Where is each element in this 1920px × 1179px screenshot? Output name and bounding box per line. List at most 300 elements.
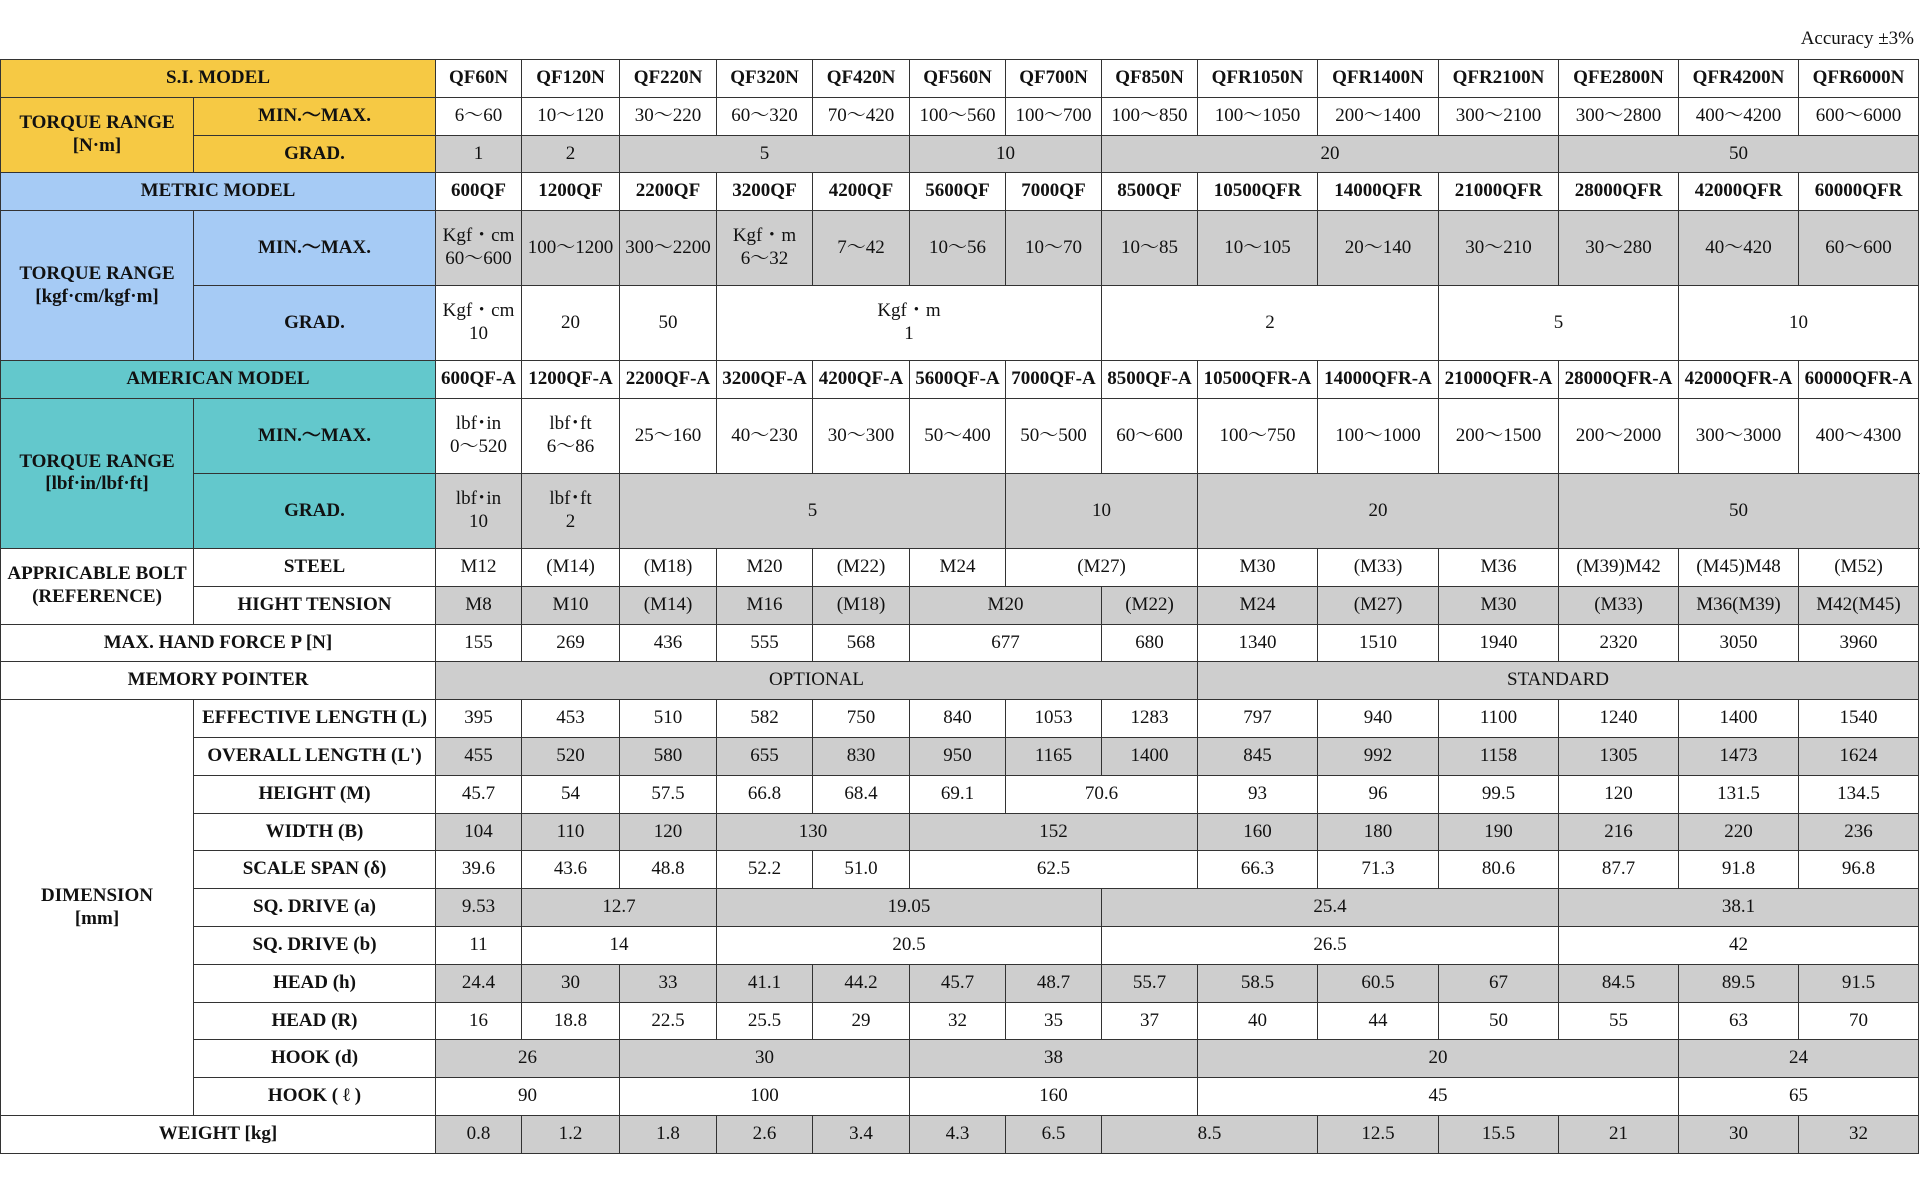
unit-value-cell	[717, 286, 1102, 361]
value-cell: 70	[1799, 1002, 1919, 1040]
value-cell: 400～4300	[1799, 398, 1919, 473]
value-cell: 1165	[1006, 737, 1102, 775]
value-cell: 39.6	[436, 851, 522, 889]
cell-line: [mm]	[74, 907, 120, 929]
dimension-row-label: SQ. DRIVE (b)	[194, 926, 436, 964]
si-model-label: S.I. MODEL	[1, 60, 436, 98]
value-cell: 580	[620, 737, 717, 775]
model-name: 21000QFR	[1439, 173, 1559, 211]
cell-line: lbf･in	[455, 488, 502, 510]
value-cell: 20	[1198, 1040, 1679, 1078]
value-cell: 30～280	[1559, 211, 1679, 286]
value-cell: 25.5	[717, 1002, 813, 1040]
value-cell: 395	[436, 700, 522, 738]
value-cell: 44.2	[813, 964, 910, 1002]
value-cell: 1940	[1439, 624, 1559, 662]
value-cell: M10	[522, 586, 620, 624]
dimension-row-label: HOOK (d)	[194, 1040, 436, 1078]
cell-line: lbf･ft	[549, 413, 592, 435]
model-name: QFR4200N	[1679, 60, 1799, 98]
value-cell: 100	[620, 1078, 910, 1116]
value-cell: 60～600	[1102, 398, 1198, 473]
value-cell: 0.8	[436, 1115, 522, 1153]
model-name: 5600QF-A	[910, 361, 1006, 399]
value-cell: 840	[910, 700, 1006, 738]
table-row	[1, 60, 1919, 98]
value-cell: 5	[620, 135, 910, 173]
value-cell: 44	[1318, 1002, 1439, 1040]
value-cell: 3050	[1679, 624, 1799, 662]
value-cell: 300～2800	[1559, 97, 1679, 135]
value-cell: 20	[1102, 135, 1559, 173]
value-cell: 100～1200	[522, 211, 620, 286]
value-cell: 25.4	[1102, 889, 1559, 927]
table-row	[1, 1040, 1919, 1078]
value-cell: 91.8	[1679, 851, 1799, 889]
dimension-row-label: HEAD (h)	[194, 964, 436, 1002]
value-cell: 52.2	[717, 851, 813, 889]
value-cell: 38	[910, 1040, 1198, 1078]
model-name: 5600QF	[910, 173, 1006, 211]
value-cell: 87.7	[1559, 851, 1679, 889]
value-cell: 10～56	[910, 211, 1006, 286]
value-cell: 236	[1799, 813, 1919, 851]
value-cell: 3.4	[813, 1115, 910, 1153]
value-cell: 60～600	[1799, 211, 1919, 286]
dimension-row-label: WIDTH (B)	[194, 813, 436, 851]
value-cell: 45.7	[436, 775, 522, 813]
table-row	[1, 97, 1919, 135]
hand-force-label: MAX. HAND FORCE P [N]	[1, 624, 436, 662]
value-cell: 110	[522, 813, 620, 851]
value-cell: 845	[1198, 737, 1318, 775]
value-cell: 50	[1559, 135, 1919, 173]
value-cell: 24.4	[436, 964, 522, 1002]
value-cell: 26.5	[1102, 926, 1559, 964]
value-cell: 50～500	[1006, 398, 1102, 473]
model-name: 2200QF	[620, 173, 717, 211]
value-cell: 26	[436, 1040, 620, 1078]
cell-line: APPRICABLE BOLT	[7, 563, 187, 585]
value-cell: 134.5	[1799, 775, 1919, 813]
value-cell: 2	[1102, 286, 1439, 361]
value-cell: 50	[620, 286, 717, 361]
unit-value-cell	[436, 211, 522, 286]
value-cell: 510	[620, 700, 717, 738]
value-cell: 8.5	[1102, 1115, 1318, 1153]
cell-line: lbf･ft	[549, 488, 592, 510]
value-cell: 950	[910, 737, 1006, 775]
value-cell: 100～850	[1102, 97, 1198, 135]
value-cell: 30	[1679, 1115, 1799, 1153]
value-cell: 91.5	[1799, 964, 1919, 1002]
value-cell: 37	[1102, 1002, 1198, 1040]
value-cell: 200～1400	[1318, 97, 1439, 135]
model-name: 600QF	[436, 173, 522, 211]
value-cell: 104	[436, 813, 522, 851]
model-name: QF850N	[1102, 60, 1198, 98]
cell-line: 10	[469, 510, 488, 532]
minmax-label: MIN.～MAX.	[194, 398, 436, 473]
table-row	[1, 1115, 1919, 1153]
model-name: QF60N	[436, 60, 522, 98]
steel-label: STEEL	[194, 548, 436, 586]
value-cell: 1053	[1006, 700, 1102, 738]
value-cell: M30	[1198, 548, 1318, 586]
value-cell: 455	[436, 737, 522, 775]
value-cell: (M33)	[1318, 548, 1439, 586]
model-name: 7000QF-A	[1006, 361, 1102, 399]
model-name: QF560N	[910, 60, 1006, 98]
value-cell: 32	[910, 1002, 1006, 1040]
value-cell: 99.5	[1439, 775, 1559, 813]
model-name: 7000QF	[1006, 173, 1102, 211]
value-cell: 38.1	[1559, 889, 1919, 927]
memory-standard: STANDARD	[1198, 662, 1919, 700]
value-cell: 568	[813, 624, 910, 662]
value-cell: 90	[436, 1078, 620, 1116]
model-name: 21000QFR-A	[1439, 361, 1559, 399]
value-cell: 216	[1559, 813, 1679, 851]
memory-optional: OPTIONAL	[436, 662, 1198, 700]
value-cell: 48.8	[620, 851, 717, 889]
value-cell: 57.5	[620, 775, 717, 813]
value-cell: (M27)	[1006, 548, 1198, 586]
value-cell: 1473	[1679, 737, 1799, 775]
unit-value-cell	[436, 398, 522, 473]
dimension-label	[1, 700, 194, 1116]
value-cell: M24	[910, 548, 1006, 586]
value-cell: 1340	[1198, 624, 1318, 662]
cell-line: 10	[469, 323, 488, 345]
value-cell: (M14)	[620, 586, 717, 624]
cell-line: [N·m]	[72, 135, 122, 157]
cell-line: [kgf·cm/kgf·m]	[35, 285, 159, 307]
table-row	[1, 737, 1919, 775]
value-cell: 35	[1006, 1002, 1102, 1040]
value-cell: 830	[813, 737, 910, 775]
value-cell: 20	[1198, 473, 1559, 548]
value-cell: 93	[1198, 775, 1318, 813]
value-cell: 6～60	[436, 97, 522, 135]
model-name: QFR1050N	[1198, 60, 1318, 98]
value-cell: 12.7	[522, 889, 717, 927]
cell-line: TORQUE RANGE	[19, 112, 175, 134]
value-cell: 130	[717, 813, 910, 851]
value-cell: 55.7	[1102, 964, 1198, 1002]
value-cell: 200～1500	[1439, 398, 1559, 473]
value-cell: 70～420	[813, 97, 910, 135]
metric-model-label: METRIC MODEL	[1, 173, 436, 211]
table-row	[1, 173, 1919, 211]
value-cell: (M22)	[1102, 586, 1198, 624]
model-name: 1200QF-A	[522, 361, 620, 399]
cell-line: DIMENSION	[41, 884, 153, 906]
value-cell: 50～400	[910, 398, 1006, 473]
value-cell: (M18)	[620, 548, 717, 586]
value-cell: 190	[1439, 813, 1559, 851]
value-cell: 51.0	[813, 851, 910, 889]
table-row	[1, 889, 1919, 927]
value-cell: (M22)	[813, 548, 910, 586]
value-cell: 30	[620, 1040, 910, 1078]
value-cell: 200～2000	[1559, 398, 1679, 473]
value-cell: 220	[1679, 813, 1799, 851]
model-name: QFR1400N	[1318, 60, 1439, 98]
table-row	[1, 851, 1919, 889]
cell-line: Kgf・cm	[442, 300, 515, 322]
model-name: 42000QFR	[1679, 173, 1799, 211]
dimension-row-label: HOOK ( ℓ )	[194, 1078, 436, 1116]
value-cell: 7～42	[813, 211, 910, 286]
model-name: 8500QF-A	[1102, 361, 1198, 399]
value-cell: 1400	[1102, 737, 1198, 775]
unit-value-cell	[717, 211, 813, 286]
value-cell: 120	[1559, 775, 1679, 813]
torque-wrench-spec-table	[0, 59, 1919, 1154]
dimension-row-label: HEAD (R)	[194, 1002, 436, 1040]
value-cell: 32	[1799, 1115, 1919, 1153]
value-cell: 14	[522, 926, 717, 964]
value-cell: 100～750	[1198, 398, 1318, 473]
table-row	[1, 548, 1919, 586]
value-cell: 1.8	[620, 1115, 717, 1153]
value-cell: 63	[1679, 1002, 1799, 1040]
value-cell: 67	[1439, 964, 1559, 1002]
table-row	[1, 624, 1919, 662]
model-name: QF700N	[1006, 60, 1102, 98]
value-cell: 58.5	[1198, 964, 1318, 1002]
cell-line: 0～520	[449, 435, 507, 457]
cell-line: 60～600	[445, 248, 512, 270]
unit-value-cell	[522, 473, 620, 548]
model-name: QF220N	[620, 60, 717, 98]
value-cell: 180	[1318, 813, 1439, 851]
unit-value-cell	[436, 286, 522, 361]
value-cell: 18.8	[522, 1002, 620, 1040]
value-cell: 84.5	[1559, 964, 1679, 1002]
value-cell: 160	[910, 1078, 1198, 1116]
minmax-label: MIN.～MAX.	[194, 211, 436, 286]
value-cell: 80.6	[1439, 851, 1559, 889]
value-cell: 65	[1679, 1078, 1919, 1116]
cell-line: 1	[904, 323, 914, 345]
value-cell: 555	[717, 624, 813, 662]
value-cell: 30～210	[1439, 211, 1559, 286]
value-cell: 89.5	[1679, 964, 1799, 1002]
table-row	[1, 926, 1919, 964]
accuracy-note: Accuracy ±3%	[1800, 28, 1914, 49]
value-cell: 400～4200	[1679, 97, 1799, 135]
value-cell: 30～300	[813, 398, 910, 473]
table-row	[1, 586, 1919, 624]
value-cell: 21	[1559, 1115, 1679, 1153]
value-cell: 300～2100	[1439, 97, 1559, 135]
cell-line: TORQUE RANGE	[19, 262, 175, 284]
value-cell: 54	[522, 775, 620, 813]
value-cell: 655	[717, 737, 813, 775]
value-cell: (M33)	[1559, 586, 1679, 624]
value-cell: 10～70	[1006, 211, 1102, 286]
value-cell: 453	[522, 700, 620, 738]
value-cell: 11	[436, 926, 522, 964]
value-cell: M30	[1439, 586, 1559, 624]
dimension-row-label: OVERALL LENGTH (L')	[194, 737, 436, 775]
model-name: 10500QFR-A	[1198, 361, 1318, 399]
spec-table-body	[1, 60, 1919, 1154]
value-cell: M16	[717, 586, 813, 624]
unit-value-cell	[436, 473, 522, 548]
value-cell: 100～700	[1006, 97, 1102, 135]
table-row	[1, 286, 1919, 361]
value-cell: 1240	[1559, 700, 1679, 738]
value-cell: 9.53	[436, 889, 522, 927]
table-row	[1, 964, 1919, 1002]
model-name: QFR2100N	[1439, 60, 1559, 98]
value-cell: 10～120	[522, 97, 620, 135]
hight-tension-label: HIGHT TENSION	[194, 586, 436, 624]
value-cell: 160	[1198, 813, 1318, 851]
value-cell: 1305	[1559, 737, 1679, 775]
model-name: QF320N	[717, 60, 813, 98]
value-cell: (M14)	[522, 548, 620, 586]
value-cell: (M52)	[1799, 548, 1919, 586]
value-cell: 22.5	[620, 1002, 717, 1040]
model-name: 2200QF-A	[620, 361, 717, 399]
value-cell: 19.05	[717, 889, 1102, 927]
value-cell: 120	[620, 813, 717, 851]
value-cell: 60～320	[717, 97, 813, 135]
table-row	[1, 361, 1919, 399]
value-cell: M36	[1439, 548, 1559, 586]
weight-label: WEIGHT [kg]	[1, 1115, 436, 1153]
dimension-row-label: HEIGHT (M)	[194, 775, 436, 813]
table-row	[1, 473, 1919, 548]
value-cell: 5	[1439, 286, 1679, 361]
model-name: 8500QF	[1102, 173, 1198, 211]
value-cell: 1.2	[522, 1115, 620, 1153]
table-row	[1, 135, 1919, 173]
value-cell: 10～105	[1198, 211, 1318, 286]
value-cell: 40	[1198, 1002, 1318, 1040]
value-cell: 55	[1559, 1002, 1679, 1040]
value-cell: 30	[522, 964, 620, 1002]
value-cell: 50	[1559, 473, 1919, 548]
cell-line: 2	[565, 510, 576, 532]
value-cell: 45.7	[910, 964, 1006, 1002]
value-cell: (M45)M48	[1679, 548, 1799, 586]
value-cell: 1158	[1439, 737, 1559, 775]
value-cell: 30～220	[620, 97, 717, 135]
model-name: QFE2800N	[1559, 60, 1679, 98]
value-cell: 436	[620, 624, 717, 662]
table-row	[1, 775, 1919, 813]
value-cell: (M27)	[1318, 586, 1439, 624]
table-row	[1, 1002, 1919, 1040]
value-cell: 6.5	[1006, 1115, 1102, 1153]
model-name: 14000QFR	[1318, 173, 1439, 211]
value-cell: M20	[910, 586, 1102, 624]
cell-line: 6～32	[740, 248, 789, 270]
model-name: 3200QF	[717, 173, 813, 211]
value-cell: 40～230	[717, 398, 813, 473]
model-name: QFR6000N	[1799, 60, 1919, 98]
value-cell: 10	[910, 135, 1102, 173]
value-cell: 43.6	[522, 851, 620, 889]
table-row	[1, 211, 1919, 286]
cell-line: 6～86	[546, 435, 595, 457]
model-name: 4200QF-A	[813, 361, 910, 399]
value-cell: 10～85	[1102, 211, 1198, 286]
si-torque-label	[1, 97, 194, 173]
model-name: 42000QFR-A	[1679, 361, 1799, 399]
value-cell: 680	[1102, 624, 1198, 662]
value-cell: 582	[717, 700, 813, 738]
memory-pointer-label: MEMORY POINTER	[1, 662, 436, 700]
model-name: 600QF-A	[436, 361, 522, 399]
value-cell: 1	[436, 135, 522, 173]
value-cell: M42(M45)	[1799, 586, 1919, 624]
value-cell: 40～420	[1679, 211, 1799, 286]
cell-line: Kgf・m	[732, 225, 797, 247]
value-cell: 1283	[1102, 700, 1198, 738]
value-cell: 677	[910, 624, 1102, 662]
value-cell: 62.5	[910, 851, 1198, 889]
value-cell: 25～160	[620, 398, 717, 473]
value-cell: 69.1	[910, 775, 1006, 813]
value-cell: 29	[813, 1002, 910, 1040]
unit-value-cell	[522, 398, 620, 473]
model-name: 4200QF	[813, 173, 910, 211]
value-cell: 1100	[1439, 700, 1559, 738]
value-cell: 20	[522, 286, 620, 361]
minmax-label: MIN.～MAX.	[194, 97, 436, 135]
value-cell: 152	[910, 813, 1198, 851]
model-name: QF420N	[813, 60, 910, 98]
value-cell: 48.7	[1006, 964, 1102, 1002]
value-cell: 10	[1679, 286, 1919, 361]
model-name: 60000QFR-A	[1799, 361, 1919, 399]
value-cell: 269	[522, 624, 620, 662]
cell-line: Kgf・cm	[442, 225, 515, 247]
value-cell: 70.6	[1006, 775, 1198, 813]
model-name: QF120N	[522, 60, 620, 98]
value-cell: (M18)	[813, 586, 910, 624]
grad-label: GRAD.	[194, 135, 436, 173]
model-name: 3200QF-A	[717, 361, 813, 399]
value-cell: 96	[1318, 775, 1439, 813]
value-cell: M20	[717, 548, 813, 586]
value-cell: 24	[1679, 1040, 1919, 1078]
value-cell: 10	[1006, 473, 1198, 548]
dimension-row-label: EFFECTIVE LENGTH (L)	[194, 700, 436, 738]
value-cell: 100～1050	[1198, 97, 1318, 135]
value-cell: 71.3	[1318, 851, 1439, 889]
model-name: 14000QFR-A	[1318, 361, 1439, 399]
value-cell: 2.6	[717, 1115, 813, 1153]
cell-line: lbf･in	[455, 413, 502, 435]
model-name: 1200QF	[522, 173, 620, 211]
value-cell: 2	[522, 135, 620, 173]
american-torque-label	[1, 398, 194, 548]
value-cell: 155	[436, 624, 522, 662]
grad-label: GRAD.	[194, 286, 436, 361]
table-row	[1, 398, 1919, 473]
value-cell: 15.5	[1439, 1115, 1559, 1153]
value-cell: 41.1	[717, 964, 813, 1002]
value-cell: 300～2200	[620, 211, 717, 286]
value-cell: 520	[522, 737, 620, 775]
